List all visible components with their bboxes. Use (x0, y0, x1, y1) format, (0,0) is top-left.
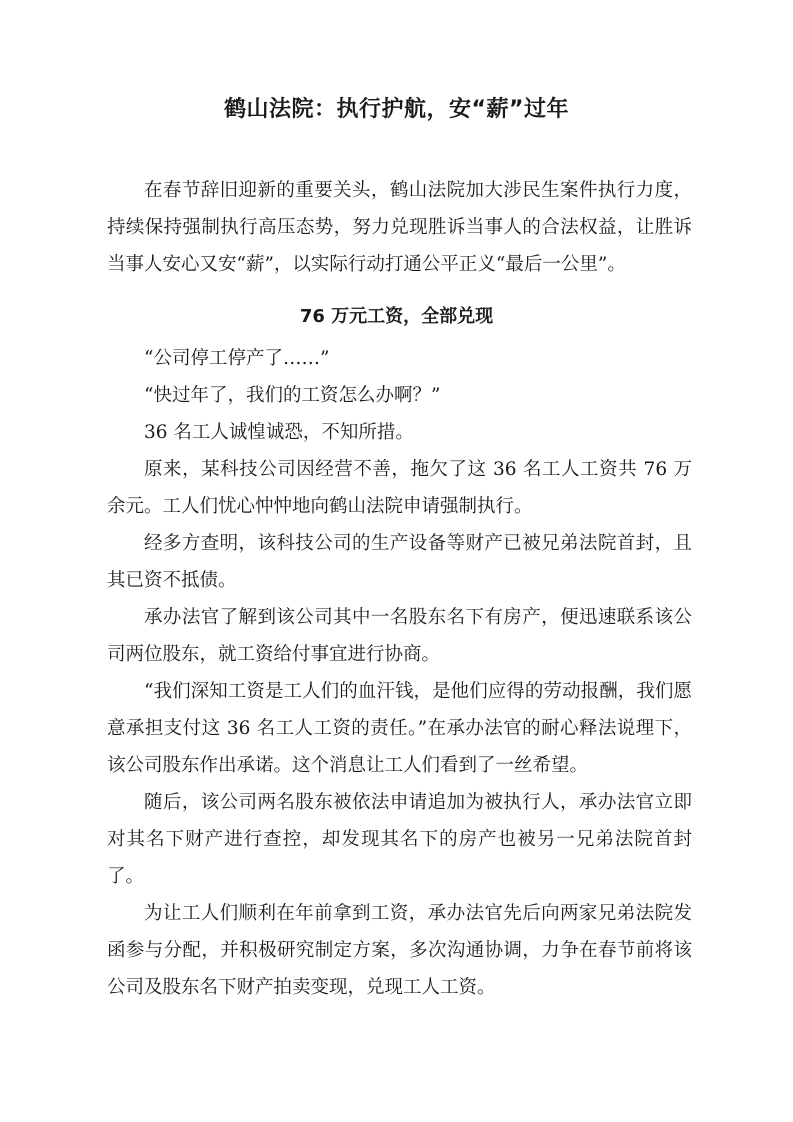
paragraph: 为让工人们顺利在年前拿到工资，承办法官先后向两家兄弟法院发函参与分配，并积极研究制定方案，多次沟通协调，力争在春节前将该公司及股东名下财产拍卖变现，兑现工人工资。 (107, 903, 692, 998)
paragraph: 36 名工人诚惶诚恐，不知所措。 (144, 422, 414, 443)
intro-paragraph: 在春节辞旧迎新的重要关头，鹤山法院加大涉民生案件执行力度，持续保持强制执行高压态势，努力兑现胜诉当事人的合法权益，让胜诉当事人安心又安“薪”，以实际行动打通公平正义“最后一公里”。 (107, 180, 692, 275)
paragraph: “我们深知工资是工人们的血汗钱，是他们应得的劳动报酬，我们愿意承担支付这 36 名工人工资的责任。”在承办法官的耐心释法说理下，该公司股东作出承诺。这个消息让工人们看到了一丝希望。 (107, 681, 692, 776)
paragraph: “公司停工停产了……” (144, 348, 330, 369)
paragraph: 承办法官了解到该公司其中一名股东名下有房产，便迅速联系该公司两位股东，就工资给付事宜进行协商。 (107, 607, 692, 665)
article-body (107, 340, 692, 1006)
paragraph: 原来，某科技公司因经营不善，拖欠了这 36 名工人工资共 76 万余元。工人们忧心忡忡地向鹤山法院申请强制执行。 (107, 459, 692, 517)
section-heading: 76 万元工资，全部兑现 (299, 306, 494, 327)
paragraph: “快过年了，我们的工资怎么办啊？” (144, 385, 441, 406)
document-title: 鹤山法院：执行护航，安“薪”过年 (224, 97, 569, 122)
paragraph: 经多方查明，该科技公司的生产设备等财产已被兄弟法院首封，且其已资不抵债。 (107, 533, 692, 591)
paragraph: 随后，该公司两名股东被依法申请追加为被执行人，承办法官立即对其名下财产进行查控，却发现其名下的房产也被另一兄弟法院首封了。 (107, 792, 692, 887)
